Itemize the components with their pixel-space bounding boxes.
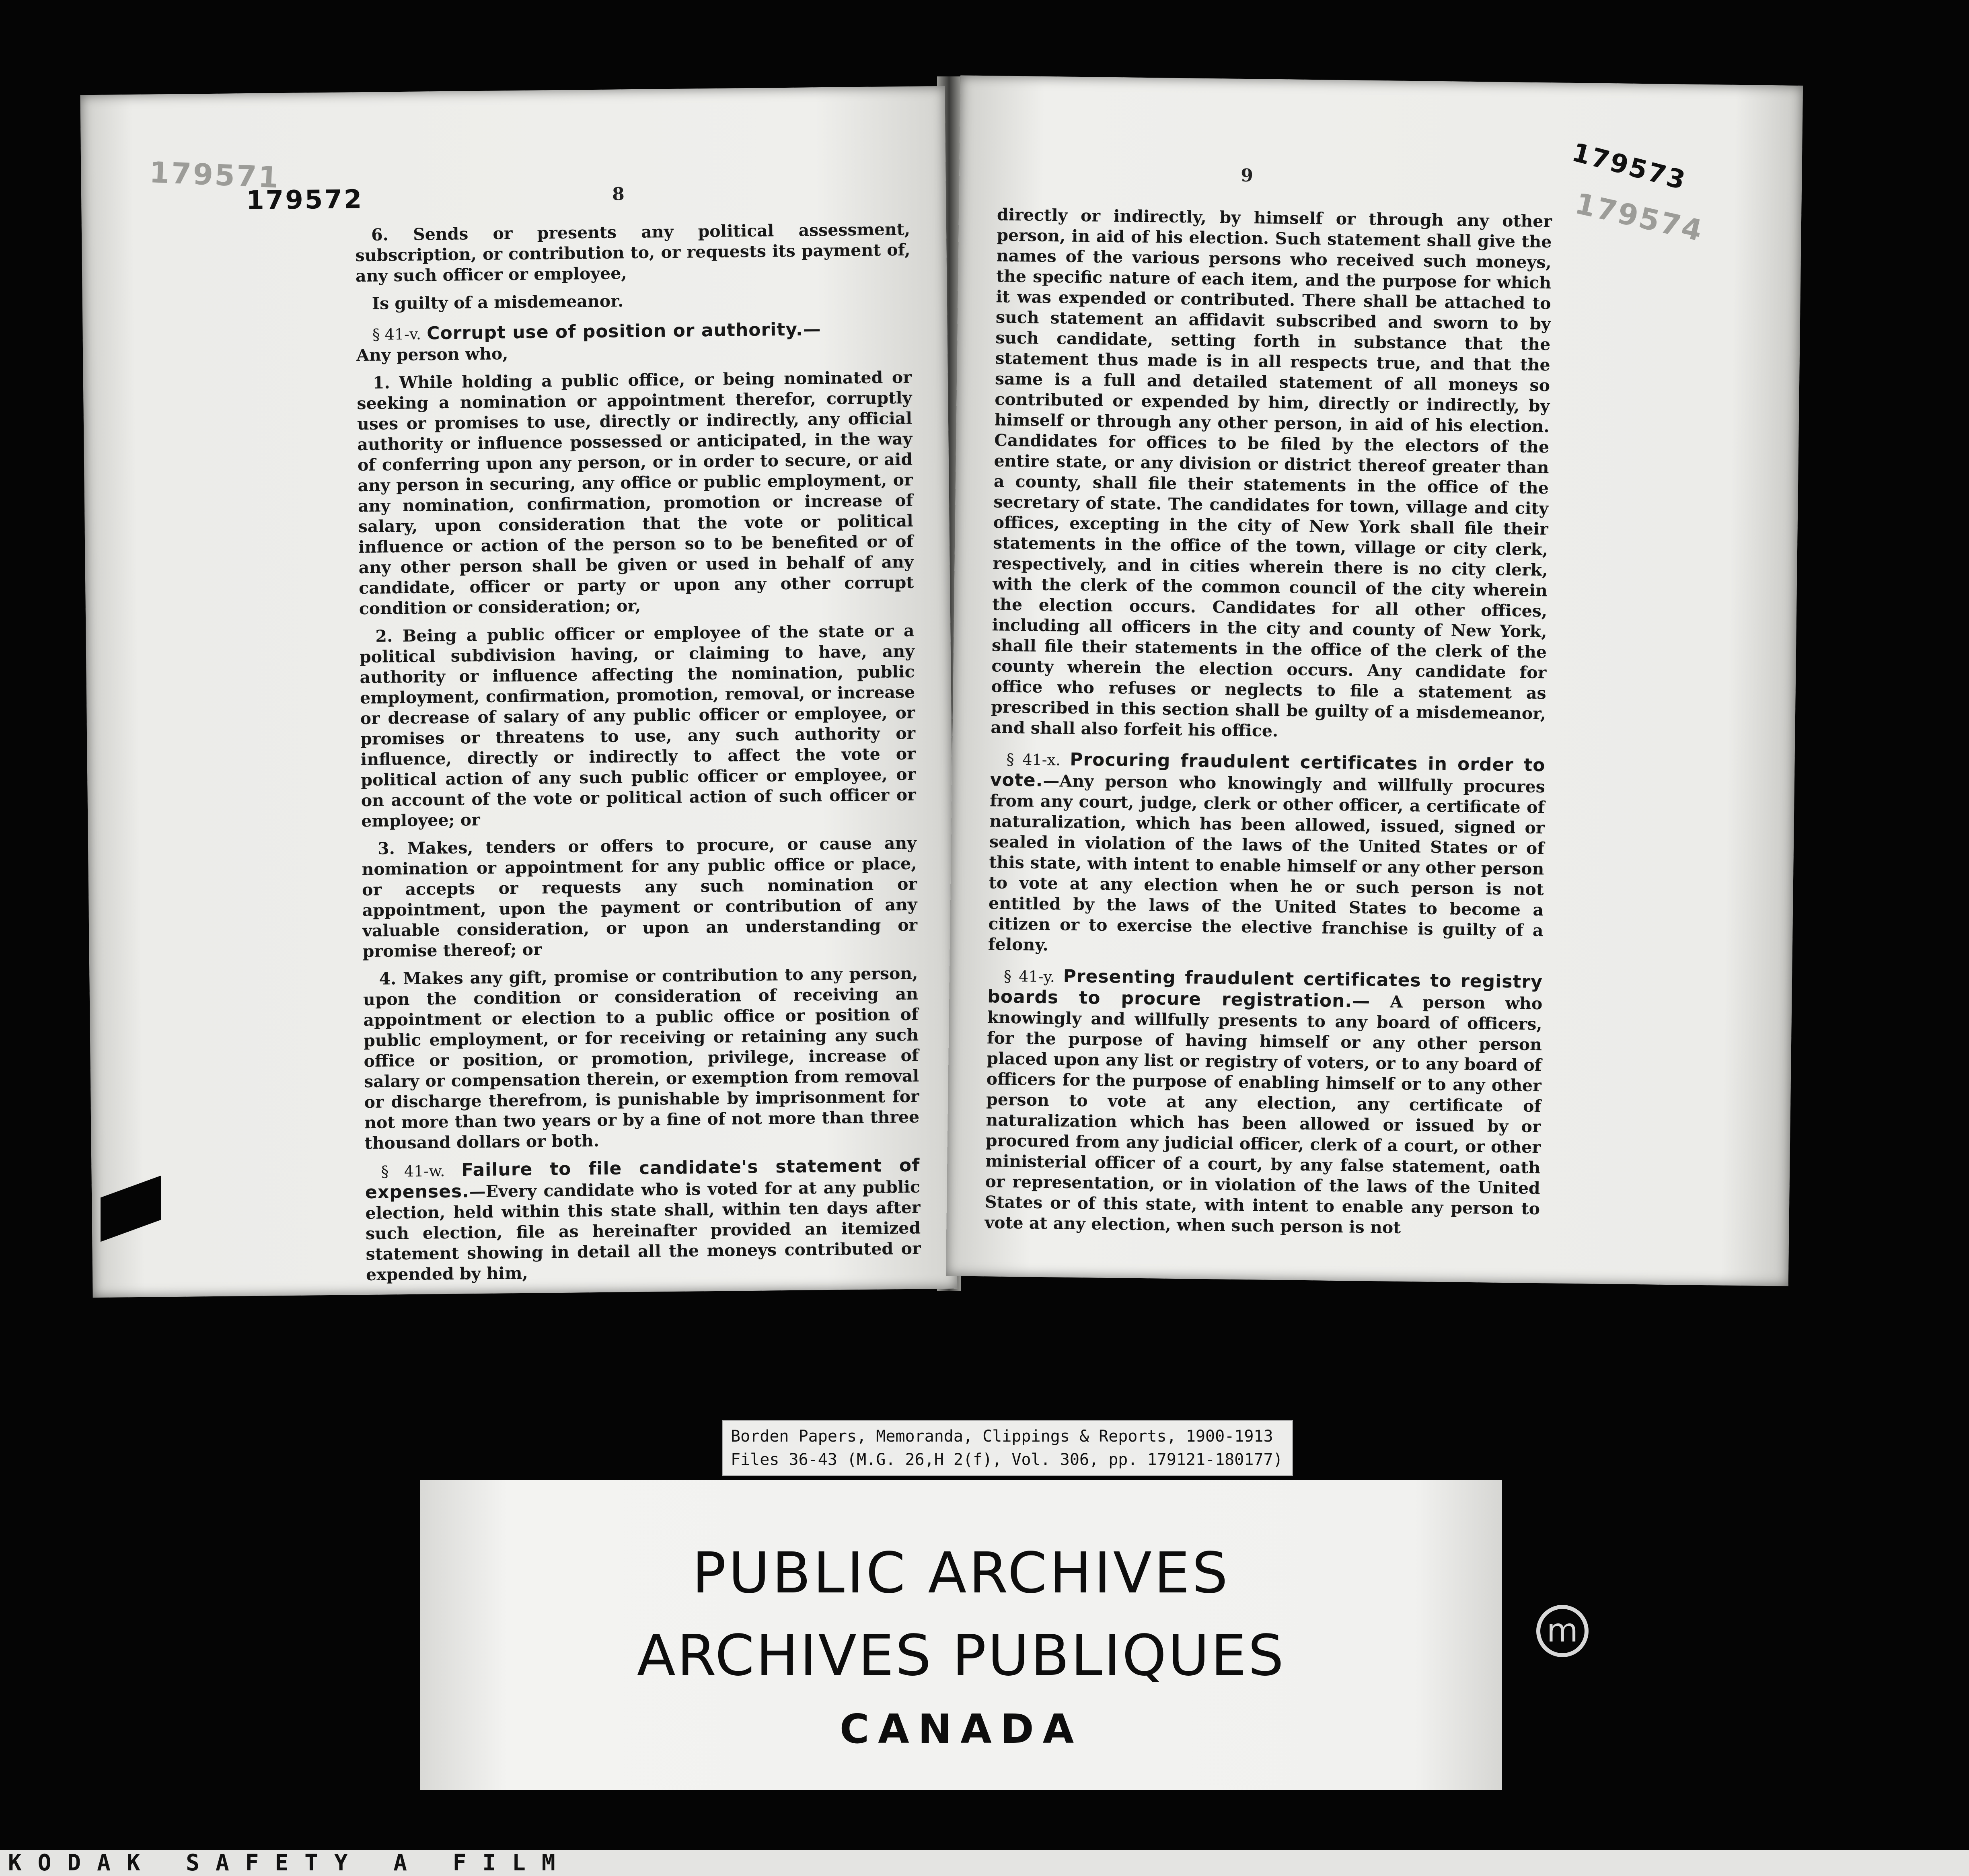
left-page	[80, 86, 957, 1298]
section-41y-heading: Presenting fraudulent certificates to registry boards to procure registration.—	[987, 966, 1543, 1012]
card-title-english: PUBLIC ARCHIVES	[692, 1541, 1230, 1606]
section-41y-number: § 41-y.	[1003, 967, 1055, 986]
paragraph-item-6: 6. Sends or presents any political assessment, subscription, or contribution to, or requests its payment of, any such officer or employee,	[355, 219, 911, 286]
section-41y	[984, 965, 1543, 1240]
paragraph-item-4: 4. Makes any gift, promise or contribution to any person, upon the condition or consideration of receiving an appointment or election to a public office or position of public employment, or for receiving or retaining any such office or position, or promotion, privilege, increase of salary or compensation therein, or exemption from removal or discharge therefrom, is punishable by imprisonment for not more than two years or by a fine of not more than three thousand dollars or both.	[363, 963, 920, 1153]
right-page-text	[984, 204, 1552, 1247]
section-41v-heading: Corrupt use of position or authority.—	[426, 319, 821, 344]
archive-slip-line-1: Borden Papers, Memoranda, Clippings & Reports, 1900-1913	[731, 1427, 1273, 1446]
public-archives-card	[420, 1480, 1502, 1790]
card-title-french: ARCHIVES PUBLIQUES	[637, 1623, 1286, 1689]
left-page-text	[355, 219, 921, 1292]
paragraph-item-1: 1. While holding a public office, or being nominated or seeking a nomination or appointment therefor, corruptly uses or promises to use, directly or indirectly, any official authority or influence possessed or anticipated, in the way of conferring upon any person, or in order to secure, or aid any person in securing, any office or public employment, or any nomination, confirmation, promotion or increase of salary, upon consideration that the vote or political influence or action of the person so to be benefited or of any other person shall be given or used in behalf of any candidate, officer or party or upon any other corrupt condition or consideration; or,	[357, 367, 914, 619]
paragraph-item-2: 2. Being a public officer or employee of the state or a political subdivision having, or claiming to have, any authority or influence affecting the nomination, public employment, confirmation, promotion, removal, or increase or decrease of salary of any public officer or employee, or promises or threatens to use, any such authority or influence, directly or indirectly to affect the vote or political action of any such public officer or employee, or on account of the vote or political action of such officer or employee; or	[359, 621, 916, 831]
section-41w-number: § 41-w.	[381, 1162, 445, 1181]
paragraph-guilty: Is guilty of a misdemeanor.	[372, 291, 624, 313]
left-page-stamp-number: 179572	[246, 184, 364, 216]
paragraph-any-person: Any person who,	[356, 344, 508, 365]
section-41x-text: —Any person who knowingly and willfully procures from any court, judge, clerk or other officer, a certificate of naturalization, which has been allowed, issued, signed or sealed in violation of the laws of the United States or of this state, with intent to enable himself or any other person to vote at any election when he or such person is not entitled by the laws of the United States to become a citizen or to exercise the elective franchise is guilty of a felony.	[988, 771, 1546, 955]
section-41w	[365, 1155, 921, 1285]
left-page-number: 8	[612, 184, 625, 205]
section-41y-text: A person who knowingly and willfully presents to any board of officers, for the purpose of having himself or any other person placed upon any list or registry of voters, or to any board of officers for the purpose of enabling himself or to any other person to vote at any election, any certificate of naturalization which has been allowed or issued by or procured from any judicial officer, clerk of a court, or other ministerial officer of a court, by any false statement, oath or representation, or in violation of the laws of the United States or of this state, with intent to enable any person to vote at any election, when such person is not	[984, 992, 1543, 1237]
right-page-stamp-number: 179573	[1569, 137, 1690, 196]
section-41x-heading: Procuring fraudulent certificates in order to vote.	[990, 749, 1546, 791]
paragraph-item-3: 3. Makes, tenders or offers to procure, or cause any nomination or appointment for any public office or place, or accepts or requests any such nomination or appointment, upon the payment or contribution of any valuable consideration, or upon an understanding or promise thereof; or	[362, 833, 918, 961]
section-41v-number: § 41-v.	[372, 325, 421, 344]
microfilm-logo-icon: m	[1536, 1605, 1589, 1657]
right-page-faded-stamp: 179574	[1572, 186, 1707, 248]
section-41x	[988, 748, 1546, 961]
left-page-faded-stamp: 179571	[148, 155, 281, 195]
film-edge-marking: KODAK SAFETY A FILM	[0, 1850, 1969, 1876]
section-41x-number: § 41-x.	[1006, 750, 1061, 769]
right-page	[946, 75, 1803, 1286]
right-page-number: 9	[1241, 165, 1254, 186]
section-41w-text: —Every candidate who is voted for at any public election, held within this state shall, within ten days after such election, file as hereinafter provided an itemized statement showing in detail all the moneys contributed or expended by him,	[365, 1177, 921, 1285]
card-country: CANADA	[839, 1705, 1083, 1753]
section-41w-heading: Failure to file candidate's statement of expenses.	[365, 1155, 920, 1203]
archive-slip-line-2: Files 36-43 (M.G. 26,H 2(f), Vol. 306, pp. 179121-180177)	[731, 1450, 1283, 1469]
paragraph-continuation: directly or indirectly, by himself or through any other person, in aid of his election. Such statement shall give the names of the various persons who received such moneys, the specific nature of each item, and the purpose for which it was expended or contributed. There shall be attached to such statement an affidavit subscribed and sworn to by such candidate, setting forth in substance that the statement thus made is in all respects true, and that the same is a full and detailed statement of all moneys so contributed or expended by him, directly or indirectly, by himself or through any other person, in aid of his election. Candidates for offices to be filed by the electors of the entire state, or any division or district thereof greater than a county, shall file their statements in the office of the secretary of state. The candidates for town, village and city offices, excepting in the city of New York shall file their statements in the office of the town, village or city clerk, respectively, and in cities wherein there is no city clerk, with the clerk of the common council of the city wherein the election occurs. Candidates for all other offices, including all officers in the city and county of New York, shall file their statements in the office of the clerk of the county wherein the election occurs. Any candidate for office who refuses or neglects to file a statement as prescribed in this section shall be guilty of a misdemeanor, and shall also forfeit his office.	[991, 205, 1552, 741]
archive-reference-slip	[722, 1420, 1293, 1476]
